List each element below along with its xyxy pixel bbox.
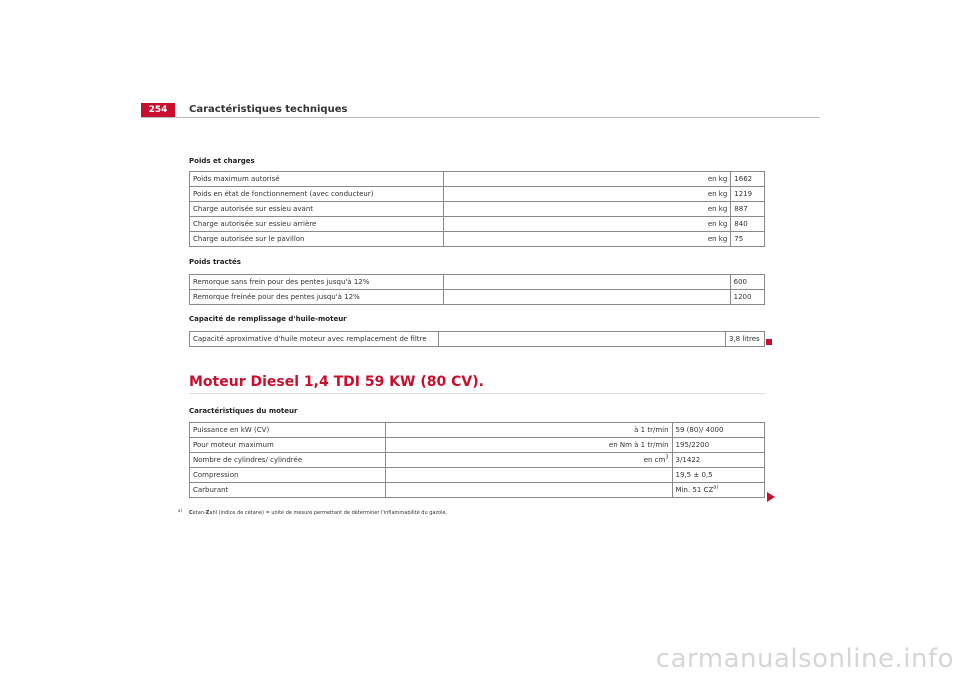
- row-label: Poids en état de fonctionnement (avec conducteur): [190, 187, 444, 202]
- row-value: [672, 483, 764, 498]
- table-row: [190, 217, 765, 232]
- row-unit: [385, 453, 672, 468]
- engine-title: Moteur Diesel 1,4 TDI 59 KW (80 CV).: [189, 374, 484, 390]
- page-number: 254: [141, 103, 175, 117]
- row-unit: en kg: [444, 202, 731, 217]
- row-unit: [443, 290, 730, 305]
- weights-table: [189, 171, 765, 247]
- row-unit: [443, 275, 730, 290]
- engine-title-divider: [189, 393, 765, 394]
- row-value: 1200: [730, 290, 764, 305]
- table-row: [190, 290, 765, 305]
- table-row: [190, 332, 765, 347]
- row-label: Poids maximum autorisé: [190, 172, 444, 187]
- next-page-arrow-icon[interactable]: [767, 492, 775, 502]
- row-label: Pour moteur maximum: [190, 438, 386, 453]
- table-row: [190, 202, 765, 217]
- footnote-mark: a): [178, 508, 183, 513]
- footnote-text: etan-: [192, 510, 206, 516]
- footnote: [189, 510, 447, 516]
- row-value: 840: [731, 217, 765, 232]
- table-row: [190, 275, 765, 290]
- footnote-bold: Z: [205, 510, 210, 516]
- row-label: Puissance en kW (CV): [190, 423, 386, 438]
- section-title-towing: Poids tractés: [189, 258, 241, 266]
- row-value: 887: [731, 202, 765, 217]
- towing-table: [189, 274, 765, 305]
- row-label: Charge autorisée sur essieu arrière: [190, 217, 444, 232]
- row-value: 1219: [731, 187, 765, 202]
- table-row: [190, 172, 765, 187]
- row-value: 1662: [731, 172, 765, 187]
- table-row: [190, 483, 765, 498]
- unit-superscript: 3: [665, 454, 669, 461]
- row-label: Remorque sans frein pour des pentes jusqu'à 12%: [190, 275, 444, 290]
- section-title-weights: Poids et charges: [189, 157, 255, 165]
- oil-table: [189, 331, 765, 347]
- watermark: carmanualsonline.info: [655, 644, 954, 674]
- row-unit: [439, 332, 726, 347]
- row-unit: en Nm à 1 tr/min: [385, 438, 672, 453]
- table-row: [190, 423, 765, 438]
- row-value: 195/2200: [672, 438, 764, 453]
- row-value: 3,8 litres: [726, 332, 765, 347]
- row-label: Charge autorisée sur essieu avant: [190, 202, 444, 217]
- footnote-bold: C: [189, 510, 193, 516]
- row-unit: en kg: [444, 232, 731, 247]
- page-header-title: Caractéristiques techniques: [189, 104, 348, 115]
- row-value: 59 (80)/ 4000: [672, 423, 764, 438]
- row-label: Compression: [190, 468, 386, 483]
- row-label: Capacité aproximative d'huile moteur avec remplacement de filtre: [190, 332, 439, 347]
- table-row: [190, 232, 765, 247]
- table-row: [190, 438, 765, 453]
- row-value: 75: [731, 232, 765, 247]
- row-unit: à 1 tr/min: [385, 423, 672, 438]
- row-label: Remorque freinée pour des pentes jusqu'à 12%: [190, 290, 444, 305]
- row-label: Carburant: [190, 483, 386, 498]
- header-divider: [141, 117, 820, 118]
- row-unit: en kg: [444, 217, 731, 232]
- value-text: Min. 51 CZ: [675, 486, 714, 494]
- footnote-text: ahl (indice de cétane) = unité de mesure permettant de déterminer l'inflammabilité du gazole.: [209, 510, 448, 516]
- row-value: 3/1422: [672, 453, 764, 468]
- row-value: 600: [730, 275, 764, 290]
- row-unit: en kg: [444, 187, 731, 202]
- engine-subtitle: Caractéristiques du moteur: [189, 407, 298, 415]
- section-end-square-icon: [766, 339, 772, 345]
- row-label: Charge autorisée sur le pavillon: [190, 232, 444, 247]
- section-title-oil: Capacité de remplissage d'huile-moteur: [189, 315, 347, 323]
- footnote-reference[interactable]: a): [713, 484, 719, 491]
- table-row: [190, 453, 765, 468]
- row-unit: [385, 483, 672, 498]
- row-unit: [385, 468, 672, 483]
- table-row: [190, 468, 765, 483]
- engine-table: [189, 422, 765, 498]
- row-label: Nombre de cylindres/ cylindrée: [190, 453, 386, 468]
- row-value: 19,5 ± 0,5: [672, 468, 764, 483]
- table-row: [190, 187, 765, 202]
- unit-text: en cm: [643, 456, 666, 464]
- row-unit: en kg: [444, 172, 731, 187]
